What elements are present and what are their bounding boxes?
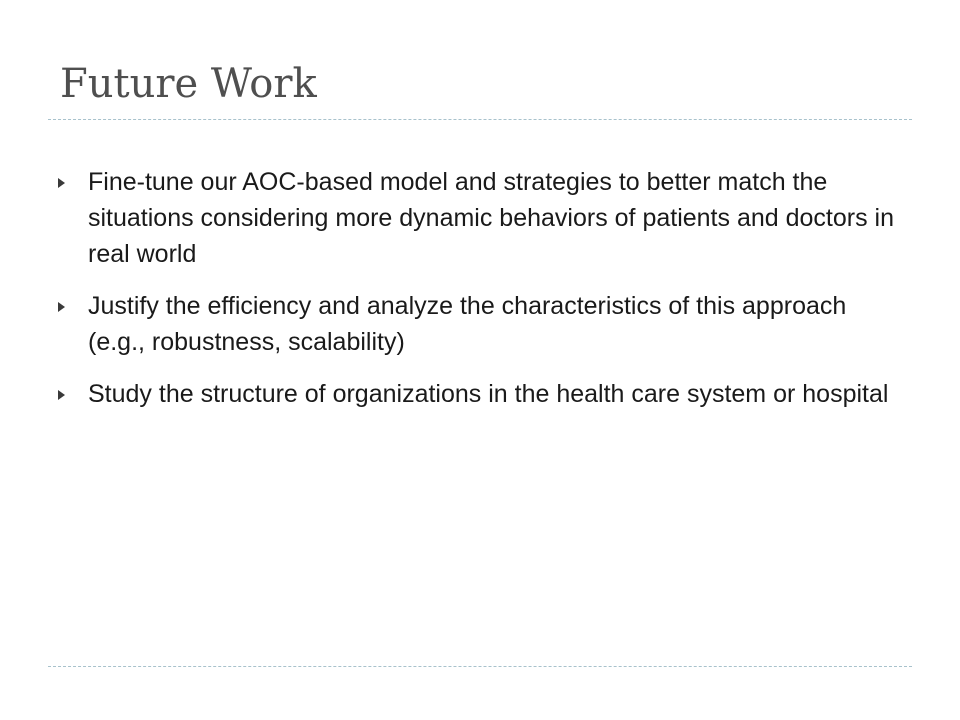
bullet-item <box>58 164 908 272</box>
bullet-item <box>58 288 908 360</box>
footer-divider <box>48 666 912 667</box>
bullet-triangle-icon <box>58 178 65 188</box>
bullet-text: Study the structure of organizations in the health care system or hospital <box>88 380 889 408</box>
bullet-text: Fine-tune our AOC-based model and strategies to better match the situations considering more dynamic behaviors of patients and doctors in real world <box>88 168 894 268</box>
bullet-text: Justify the efficiency and analyze the characteristics of this approach (e.g., robustness, scalability) <box>88 292 847 356</box>
slide-title: Future Work <box>60 61 317 107</box>
title-divider <box>48 119 912 120</box>
bullet-list <box>58 164 908 428</box>
bullet-triangle-icon <box>58 390 65 400</box>
bullet-triangle-icon <box>58 302 65 312</box>
bullet-item <box>58 376 908 412</box>
